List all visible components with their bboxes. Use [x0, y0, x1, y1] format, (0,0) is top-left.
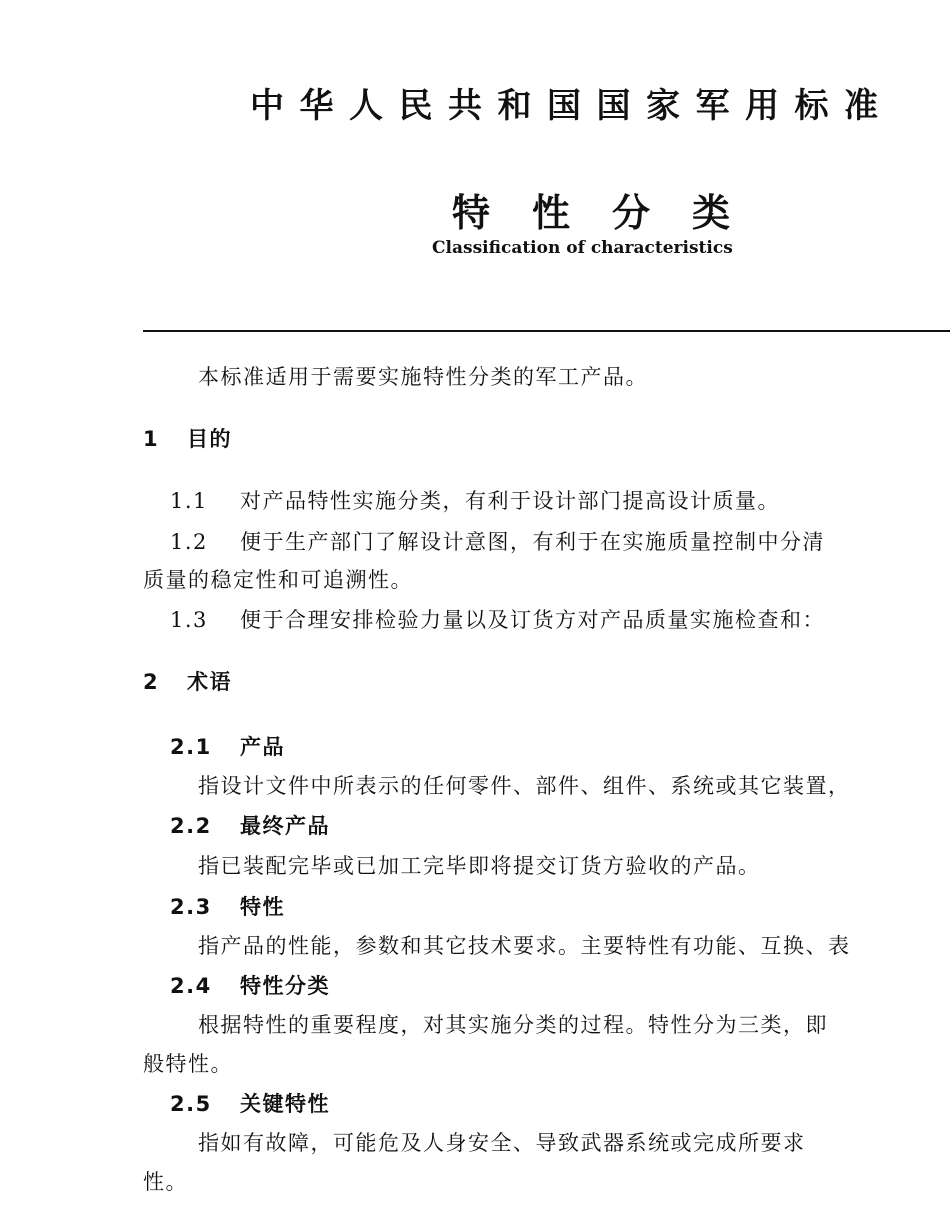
org-char: 华	[299, 86, 334, 122]
clause-text: 便于合理安排检验力量以及订货方对产品质量实施检查和：	[240, 608, 825, 632]
clause-number: 2.4	[170, 974, 212, 998]
org-char: 中	[250, 86, 284, 122]
intro-paragraph: 本标准适用于需要实施特性分类的军工产品。	[198, 365, 648, 389]
org-char: 人	[349, 86, 383, 122]
term-2-5-continuation: 性。	[143, 1170, 188, 1194]
org-char: 军	[695, 86, 730, 122]
term-2-4-continuation: 般特性。	[143, 1052, 233, 1076]
clause-1-2-continuation: 质量的稳定性和可追溯性。	[143, 568, 413, 592]
org-char: 准	[844, 86, 878, 122]
term-2-1-definition: 指设计文件中所表示的任何零件、部件、组件、系统或其它装置，	[198, 774, 851, 798]
document-title	[452, 182, 772, 235]
section-title: 目的	[187, 427, 232, 451]
title-char: 性	[532, 191, 571, 235]
org-char: 用	[745, 86, 779, 122]
org-char: 民	[398, 86, 433, 122]
term-2-5-heading	[170, 1090, 330, 1118]
term-title: 产品	[240, 735, 285, 759]
section-title: 术语	[187, 670, 232, 694]
term-title: 特性	[240, 895, 285, 919]
clause-number: 2.5	[170, 1092, 212, 1116]
clause-text: 便于生产部门了解设计意图，有利于在实施质量控制中分清	[240, 530, 825, 554]
document-title-english: Classification of characteristics	[432, 238, 733, 258]
term-2-4-definition: 根据特性的重要程度，对其实施分类的过程。特性分为三类，即	[198, 1013, 828, 1037]
term-2-4-heading	[170, 972, 330, 1000]
section-1-heading	[143, 425, 232, 453]
term-2-3-heading	[170, 893, 285, 921]
term-2-3-definition: 指产品的性能，参数和其它技术要求。主要特性有功能、互换、表	[198, 934, 851, 958]
term-2-1-heading	[170, 733, 285, 761]
org-char: 国	[547, 86, 581, 122]
clause-number: 1.2	[170, 530, 208, 554]
clause-number: 1.3	[170, 608, 208, 632]
org-char: 和	[497, 86, 532, 122]
standard-org-title	[250, 78, 950, 122]
org-char: 标	[794, 86, 829, 122]
clause-1-2	[170, 528, 825, 556]
org-char: 国	[596, 86, 631, 122]
section-number: 2	[143, 670, 160, 694]
term-2-5-definition: 指如有故障，可能危及人身安全、导致武器系统或完成所要求	[198, 1131, 806, 1155]
term-2-2-definition: 指已装配完毕或已加工完毕即将提交订货方验收的产品。	[198, 854, 761, 878]
clause-number: 2.2	[170, 814, 212, 838]
section-2-heading	[143, 668, 232, 696]
org-char: 家	[646, 86, 680, 122]
clause-number: 2.3	[170, 895, 212, 919]
term-title: 关键特性	[240, 1092, 330, 1116]
clause-1-1	[170, 487, 780, 515]
title-char: 类	[692, 191, 731, 235]
clause-number: 2.1	[170, 735, 212, 759]
term-title: 最终产品	[240, 814, 330, 838]
clause-text: 对产品特性实施分类，有利于设计部门提高设计质量。	[240, 489, 780, 513]
title-char: 分	[612, 191, 651, 235]
org-char: 共	[448, 86, 482, 122]
clause-1-3	[170, 606, 825, 634]
term-2-2-heading	[170, 812, 330, 840]
term-title: 特性分类	[240, 974, 330, 998]
title-char: 特	[452, 191, 491, 235]
section-number: 1	[143, 427, 160, 451]
clause-number: 1.1	[170, 489, 208, 513]
header-divider	[143, 330, 950, 332]
